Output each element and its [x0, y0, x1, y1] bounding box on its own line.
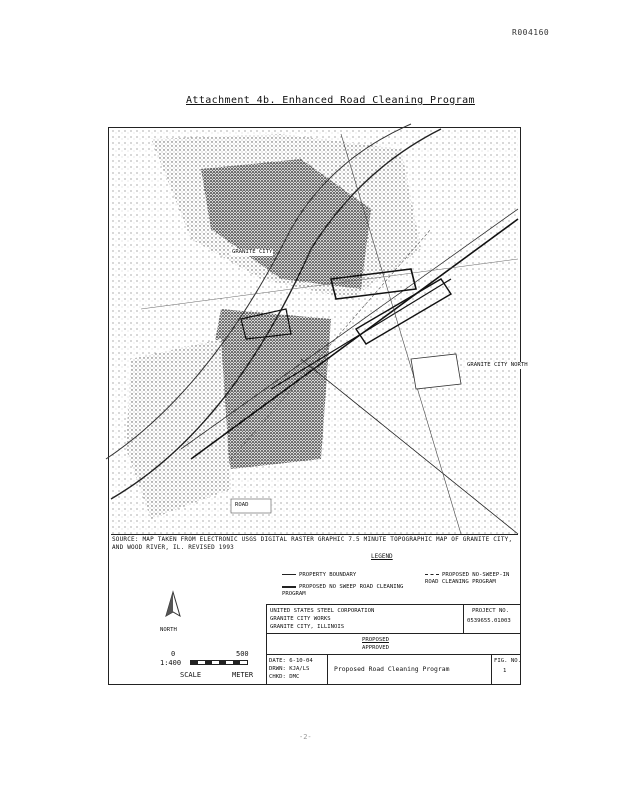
- drawing-stamp-2: APPROVED: [362, 645, 389, 651]
- bates-number: R004160: [512, 28, 550, 37]
- scale-label: SCALE: [180, 671, 202, 679]
- legend-header: LEGEND: [371, 553, 393, 560]
- legend-item-label: PROPOSED NO-SWEEP-IN ROAD CLEANING PROGRAM: [425, 572, 510, 585]
- checked-by: CHKD: DMC: [269, 674, 300, 680]
- plant-location: GRANITE CITY, ILLINOIS: [270, 624, 345, 630]
- attachment-title: Attachment 4b. Enhanced Road Cleaning Program: [186, 95, 475, 106]
- drawing-stamp: PROPOSED: [362, 637, 389, 643]
- dashed-line-symbol: [425, 574, 439, 575]
- page-mark: -2-: [299, 733, 312, 741]
- map-label-east: GRANITE CITY NORTH: [467, 362, 528, 368]
- scale-unit: METER: [232, 671, 254, 679]
- scale-ratio: 1:400: [160, 659, 182, 667]
- legend-item-no-sweep-in: [425, 572, 520, 586]
- company-name: UNITED STATES STEEL CORPORATION: [270, 608, 375, 614]
- scale-zero: 0: [171, 650, 176, 658]
- map-label-road: ROAD: [235, 502, 249, 508]
- solid-line-symbol: [282, 574, 296, 575]
- scale-bar: [190, 660, 248, 665]
- map-source-note: SOURCE: MAP TAKEN FROM ELECTRONIC USGS DIGITAL RASTER GRAPHIC 7.5 MINUTE TOPOGRAPHIC MAP OF GRANITE CITY, AND WOOD RIVER, IL. REVISED 1993: [112, 536, 513, 551]
- scale-max: 500: [236, 650, 249, 658]
- fig-no: 1: [503, 668, 507, 674]
- project-no-label: PROJECT NO.: [472, 608, 510, 614]
- plant-name: GRANITE CITY WORKS: [270, 616, 331, 622]
- project-no: 0539655.01003: [467, 618, 511, 624]
- legend-item-property-boundary: [282, 572, 356, 579]
- title-block-stamp-cell: [266, 633, 521, 655]
- legend-item-no-sweep: [282, 584, 412, 598]
- map-graphic: [111, 129, 518, 534]
- legend-item-label: PROPERTY BOUNDARY: [299, 572, 357, 578]
- topographic-map: [111, 129, 528, 535]
- drawing-title: Proposed Road Cleaning Program: [334, 665, 450, 673]
- drawing-date: DATE: 6-10-04: [269, 658, 313, 664]
- map-label-site: GRANITE CITY: [232, 249, 273, 255]
- thick-line-symbol: [282, 586, 296, 588]
- legend-item-label: PROPOSED NO SWEEP ROAD CLEANING PROGRAM: [282, 584, 404, 597]
- north-label: NORTH: [160, 627, 177, 633]
- drawn-by: DRWN: KJA/LS: [269, 666, 310, 672]
- fig-no-label: FIG. NO.: [494, 658, 521, 664]
